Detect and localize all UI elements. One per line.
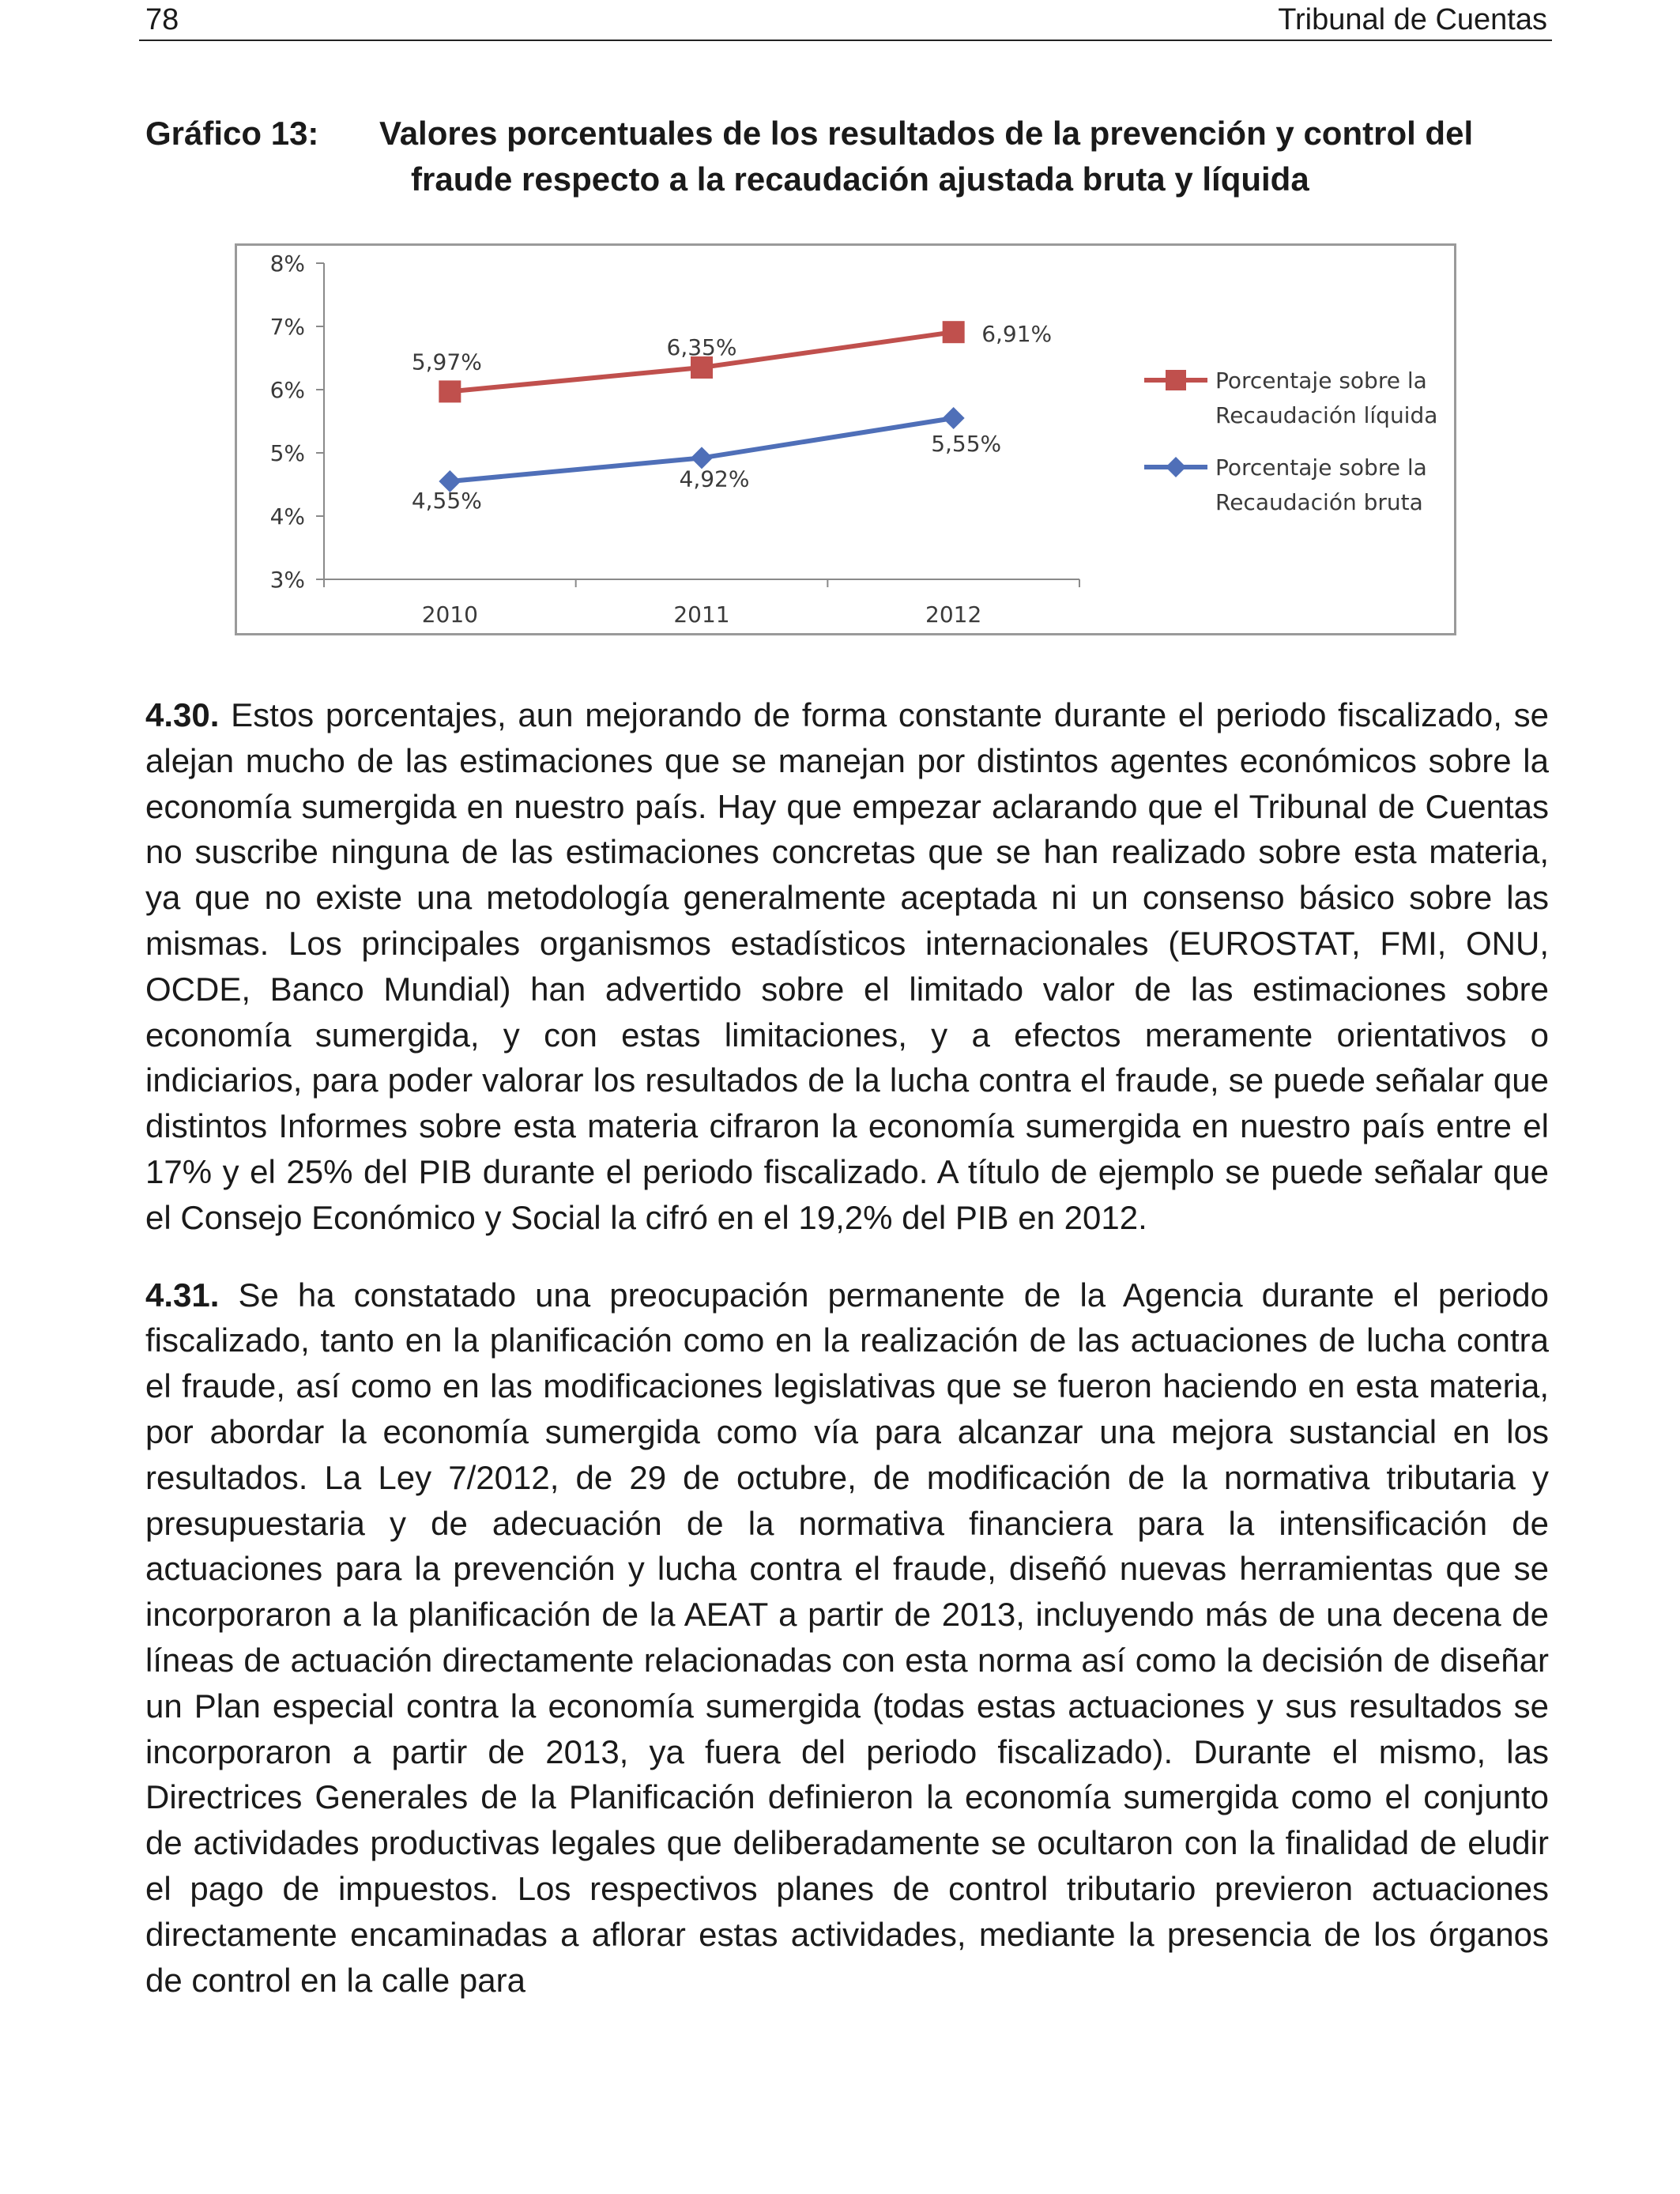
figure-label: Gráfico 13: xyxy=(145,115,319,152)
x-tick-label: 2010 xyxy=(421,601,478,628)
page-number: 78 xyxy=(145,3,179,36)
legend-label: Porcentaje sobre la xyxy=(1215,454,1427,481)
y-tick-label: 7% xyxy=(269,314,305,340)
data-label: 6,91% xyxy=(981,321,1053,348)
legend-label: Porcentaje sobre la xyxy=(1215,368,1427,394)
paragraph-number: 4.31. xyxy=(145,1276,220,1314)
data-point-marker xyxy=(943,407,965,429)
paragraph-4-30 xyxy=(145,692,1549,1241)
data-label: 4,92% xyxy=(679,466,750,492)
paragraph-text: Estos porcentajes, aun mejorando de forma constante durante el periodo fiscalizado, se alejan mucho de las estimaciones que se manejan por distintos agentes económicos sobre la economía sumergida en nuestro país. Hay que empezar aclarando que el Tribunal de Cuentas no suscribe ninguna de las estimaciones concretas que se han realizado sobre esta materia, ya que no existe una metodología generalmente aceptada ni un consenso básico sobre las mismas. Los principales organismos estadísticos internacionales (EUROSTAT, FMI, ONU, OCDE, Banco Mundial) han advertido sobre el limitado valor de las estimaciones sobre economía sumergida, y con estas limitaciones, y a efectos meramente orientativos o indiciarios, para poder valorar los resultados de la lucha contra el fraude, se puede señalar que distintos Informes sobre esta materia cifraron la economía sumergida en nuestro país entre el 17% y el 25% del PIB durante el periodo fiscalizado. A título de ejemplo se puede señalar que el Consejo Económico y Social la cifró en el 19,2% del PIB en 2012. xyxy=(145,696,1549,1236)
paragraph-4-31 xyxy=(145,1272,1549,2004)
paragraph-text: Se ha constatado una preocupación permanente de la Agencia durante el periodo fiscalizado, tanto en la planificación como en la realización de las actuaciones de lucha contra el fraude, así como en las modificaciones legislativas que se fueron haciendo en esta materia, por abordar la economía sumergida como vía para alcanzar una mejora sustancial en los resultados. La Ley 7/2012, de 29 de octubre, de modificación de la normativa tributaria y presupuestaria y de adecuación de la normativa financiera para la intensificación de actuaciones para la prevención y lucha contra el fraude, diseñó nuevas herramientas que se incorporaron a la planificación de la AEAT a partir de 2013, incluyendo más de una decena de líneas de actuación directamente relacionadas con esta norma así como la decisión de diseñar un Plan especial contra la economía sumergida (todas estas actuaciones y sus resultados se incorporaron a partir de 2013, ya fuera del periodo fiscalizado). Durante el mismo, las Directrices Generales de la Planificación definieron la economía sumergida como el conjunto de actividades productivas legales que deliberadamente se ocultaron con la finalidad de eludir el pago de impuestos. Los respectivos planes de control tributario previeron actuaciones directamente encaminadas a aflorar estas actividades, mediante la presencia de los órganos de control en la calle para xyxy=(145,1276,1549,1999)
page-header xyxy=(139,0,1552,41)
data-label: 5,97% xyxy=(411,349,482,375)
data-label: 6,35% xyxy=(666,334,737,360)
y-tick-label: 5% xyxy=(269,440,305,466)
line-chart xyxy=(235,243,1456,635)
y-tick-label: 3% xyxy=(269,567,305,593)
legend-label: Recaudación líquida xyxy=(1215,402,1438,428)
y-tick-label: 6% xyxy=(269,377,305,403)
publisher-name: Tribunal de Cuentas xyxy=(1278,3,1547,36)
legend-label: Recaudación bruta xyxy=(1215,489,1423,515)
x-tick-label: 2011 xyxy=(673,601,730,628)
y-tick-label: 8% xyxy=(269,251,305,277)
legend-marker xyxy=(1166,457,1186,477)
chart-canvas xyxy=(237,246,1454,633)
figure-title-line-2: fraude respecto a la recaudación ajustada bruta y líquida xyxy=(411,160,1309,198)
data-point-marker xyxy=(439,380,461,402)
paragraph-number: 4.30. xyxy=(145,696,220,733)
legend-marker xyxy=(1166,370,1186,390)
body-text xyxy=(145,692,1549,2034)
x-tick-label: 2012 xyxy=(925,601,982,628)
figure-title-line-1: Valores porcentuales de los resultados de la prevención y control del xyxy=(379,115,1474,152)
data-point-marker xyxy=(943,321,965,343)
data-label: 4,55% xyxy=(411,488,482,514)
y-tick-label: 4% xyxy=(269,503,305,530)
data-label: 5,55% xyxy=(931,431,1002,457)
